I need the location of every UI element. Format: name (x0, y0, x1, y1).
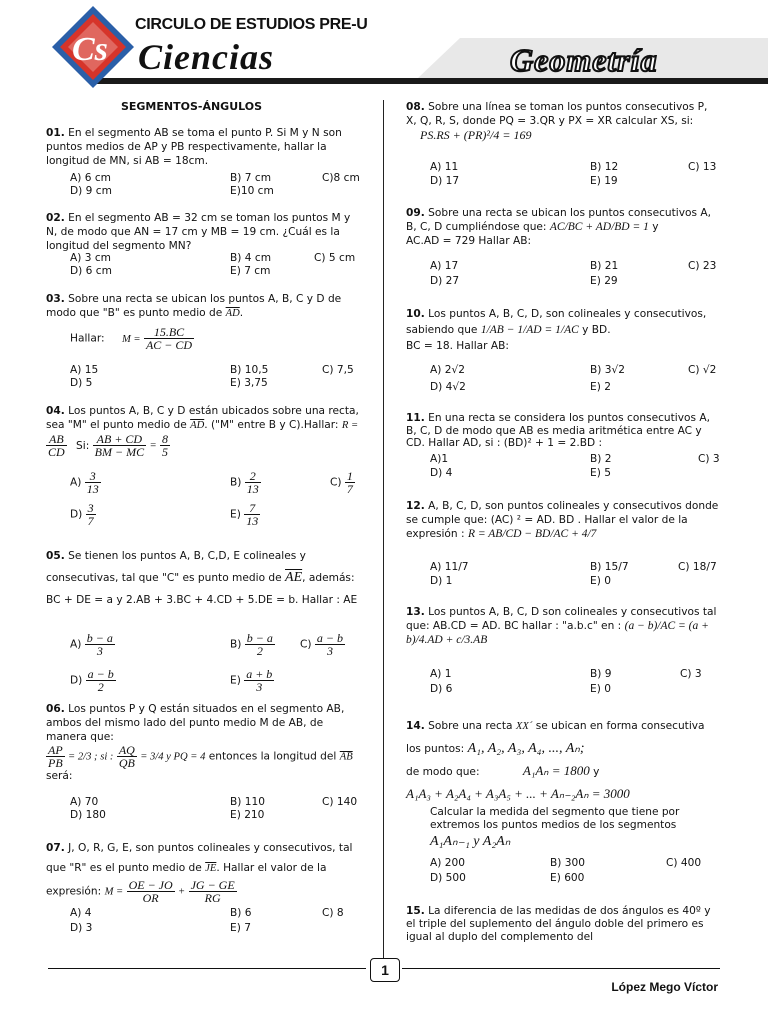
option-a[interactable]: A) $\frac{3}{13}$ (70, 469, 99, 496)
question-13 (406, 605, 720, 647)
option-e[interactable]: E) 0 (590, 683, 611, 695)
option-b[interactable]: B) $\frac{b - a}{2}$ (230, 631, 273, 658)
formula: 1/AB − 1/AD = 1/AC (480, 324, 579, 336)
option-a[interactable]: A) 3 cm (70, 252, 111, 264)
option-d[interactable]: D) 5 (70, 377, 93, 389)
option-e[interactable]: E) $\frac{a + b}{3}$ (230, 667, 273, 694)
option-a[interactable]: A) 17 (430, 260, 459, 272)
option-a[interactable]: A) 4 (70, 907, 92, 919)
option-d[interactable]: D) $\frac{a - b}{2}$ (70, 667, 114, 694)
option-c[interactable]: C) 18/7 (678, 561, 717, 573)
option-c[interactable]: C) 3 (698, 453, 720, 465)
option-e[interactable]: E) 7 (230, 922, 251, 934)
option-e[interactable]: E) 2 (590, 381, 611, 393)
option-d[interactable]: D) 17 (430, 175, 460, 187)
option-c[interactable]: C) $\frac{1}{7}$ (330, 469, 353, 496)
option-d[interactable]: D) 9 cm (70, 185, 112, 197)
option-c[interactable]: C)8 cm (322, 172, 360, 184)
option-e[interactable]: E) 210 (230, 809, 265, 821)
option-e[interactable]: E) 29 (590, 275, 618, 287)
question-14-cont: Calcular la medida del segmento que tiene por extremos los puntos medios de los segmentos A₁Aₙ₋₁ y A₂Aₙ (430, 806, 680, 849)
question-text: Sobre una recta se ubican los puntos A, B, C y D de modo que "B" es punto medio de (46, 293, 342, 319)
options-03 (70, 364, 370, 392)
question-text: En el segmento AB = 32 cm se toman los puntos M y N, de modo que AN = 17 cm y MB = 19 cm. ¿Cuál es la longitud del segmento MN? (46, 212, 351, 252)
question-11 (406, 412, 720, 450)
options-12 (430, 561, 730, 589)
option-b[interactable]: B) 21 (590, 260, 619, 272)
segment-label: $\overline{AD}$ (190, 420, 205, 431)
question-text: En el segmento AB se toma el punto P. Si M y N son puntos medios de AP y PB respectivamente, hallar la longitud de MN, si AB = 18cm. (46, 127, 342, 167)
option-d[interactable]: D) $\frac{3}{7}$ (70, 501, 94, 528)
option-a[interactable]: A)1 (430, 453, 449, 465)
question-text: Los puntos A, B, C, D, son colineales y consecutivos, sabiendo que (406, 308, 707, 336)
option-b[interactable]: B) $\frac{2}{13}$ (230, 469, 259, 496)
question-07: 07. J, O, R, G, E, son puntos colineales y consecutivos, tal que "R" es el punto medio de $\overline{JE}$. Hallar el valor de la expresión: M = $\frac{OE - JO}{OR}$ + $\frac{JG - GE}{RG}$ (46, 842, 353, 905)
options-10 (430, 364, 730, 394)
option-d[interactable]: D) 500 (430, 872, 466, 884)
question-text: Los puntos P y Q están situados en el segmento AB, ambos del mismo lado del punto medio M de AB, de manera que: (46, 703, 345, 743)
segment-label: $\overline{AE}$ (285, 570, 303, 585)
option-b[interactable]: B) 12 (590, 161, 619, 173)
option-a[interactable]: A) $\frac{b - a}{3}$ (70, 631, 113, 658)
option-d[interactable]: D) 6 (430, 683, 453, 695)
option-c[interactable]: C) 8 (322, 907, 344, 919)
options-05 (70, 632, 370, 702)
question-text: Los puntos A, B, C, D son colineales y consecutivos tal que: AB.CD = AD. BC hallar : "a.b.c" en : (406, 606, 717, 632)
option-c[interactable]: C) 7,5 (322, 364, 354, 376)
options-09 (430, 260, 730, 288)
option-a[interactable]: A) 200 (430, 857, 465, 869)
option-b[interactable]: B) 6 (230, 907, 252, 919)
options-14 (430, 857, 730, 885)
option-e[interactable]: E)10 cm (230, 185, 274, 197)
options-08 (430, 161, 730, 189)
formula: PS.RS + (PR)²/4 = 169 (420, 128, 532, 142)
brand-name: Ciencias (138, 37, 275, 77)
question-text: J, O, R, G, E, son puntos colineales y consecutivos, tal que "R" es el punto medio de (46, 842, 353, 874)
footer-rule-right (402, 968, 720, 969)
option-c[interactable]: C) $\frac{a - b}{3}$ (300, 631, 344, 658)
question-15 (406, 905, 720, 944)
option-e[interactable]: E) 0 (590, 575, 611, 587)
question-04: 04. Los puntos A, B, C y D están ubicados sobre una recta, sea "M" el punto medio de $\overline{AD}$. ("M" entre B y C).Hallar: R = $\frac{AB}{CD}$ Si: $\frac{AB + CD}{BM - MC}$ = $\frac{8}{5}$ (46, 405, 359, 459)
segment-label: $\overline{AD}$ (225, 308, 240, 319)
question-text: La diferencia de las medidas de dos ángulos es 40º y el triple del suplemento del ángulo doble del primero es igual al duplo del complemento del (406, 905, 711, 943)
formula: R = AB/CD − BD/AC + 4/7 (467, 528, 597, 540)
fraction: $\frac{15.BC}{AC - CD}$ (145, 325, 193, 352)
footer-rule-left (48, 968, 366, 969)
option-c[interactable]: C) 23 (688, 260, 717, 272)
option-a[interactable]: A) 11/7 (430, 561, 469, 573)
question-number: 11. (406, 412, 425, 424)
question-number: 01. (46, 127, 65, 139)
question-number: 02. (46, 212, 65, 224)
option-a[interactable]: A) 2√2 (430, 364, 465, 376)
question-number: 05. (46, 550, 65, 562)
question-number: 10. (406, 308, 425, 320)
option-a[interactable]: A) 1 (430, 668, 452, 680)
column-divider (383, 100, 384, 958)
question-06: 06. Los puntos P y Q están situados en el segmento AB, ambos del mismo lado del punto medio M de AB, de manera que: $\frac{AP}{PB}$ = 2/3 ; si : $\frac{AQ}{QB}$ = 3/4 y PQ = 4 entonces la longitud del $\overline{AB}$ será: (46, 703, 353, 782)
page-number: 1 (370, 958, 400, 982)
question-01 (46, 126, 360, 168)
option-c[interactable]: C) 400 (666, 857, 702, 869)
options-07 (70, 907, 370, 935)
option-a[interactable]: A) 6 cm (70, 172, 111, 184)
option-d[interactable]: D) 6 cm (70, 265, 112, 277)
option-c[interactable]: C) 140 (322, 796, 358, 808)
formula-03 (70, 326, 360, 351)
options-04 (70, 470, 370, 532)
option-d[interactable]: D) 4√2 (430, 381, 466, 393)
options-06 (70, 796, 370, 824)
question-text: Sobre una línea se toman los puntos consecutivos P, X, Q, R, S, donde PQ = 3.QR y PX = XR calcular XS, si: (406, 101, 708, 127)
question-14: 14. Sobre una recta XX´ se ubican en forma consecutiva los puntos: A₁, A₂, A₃, A₄, ..., Aₙ; de modo que: A₁Aₙ = 1800 y A₁A₃ + A₂A₄ + A₃A₅ + ... + Aₙ₋₂Aₙ = 3000 (406, 720, 705, 801)
option-c[interactable]: C) 3 (680, 668, 702, 680)
option-a[interactable]: A) 15 (70, 364, 99, 376)
formula-lhs: M = (121, 333, 141, 345)
question-text: Sobre una recta se ubican los puntos consecutivos A, B, C, D cumpliéndose que: (406, 207, 711, 233)
question-08 (406, 100, 720, 143)
option-b[interactable]: B) 9 (590, 668, 612, 680)
section-title: SEGMENTOS-ÁNGULOS (120, 100, 263, 113)
option-e[interactable]: E) 19 (590, 175, 618, 187)
option-b[interactable]: B) 10,5 (230, 364, 269, 376)
option-c[interactable]: C) 5 cm (314, 252, 356, 264)
option-d[interactable]: D) 1 (430, 575, 453, 587)
question-number: 09. (406, 207, 425, 219)
question-number: 06. (46, 703, 65, 715)
option-b[interactable]: B) 7 cm (230, 172, 272, 184)
question-number: 13. (406, 606, 425, 618)
question-number: 12. (406, 500, 425, 512)
question-text: Se tienen los puntos A, B, C,D, E colineales y consecutivas, tal que "C" es punto medio de (46, 550, 306, 584)
question-03: 03. Sobre una recta se ubican los puntos A, B, C y D de modo que "B" es punto medio de $\overline{AD}$. (46, 293, 342, 319)
question-number: 07. (46, 842, 65, 854)
option-d[interactable]: D) 3 (70, 922, 93, 934)
option-b[interactable]: B) 300 (550, 857, 585, 869)
question-number: 14. (406, 720, 425, 732)
question-09: 09. Sobre una recta se ubican los puntos consecutivos A, B, C, D cumpliéndose que: AC/BC + AD/BD = 1 y AC.AD = 729 Hallar AB: (406, 207, 711, 247)
question-text: A, B, C, D, son puntos colineales y consecutivos donde se cumple que: (AC) ² = AD. BD . Hallar el valor de la expresión : (406, 500, 719, 540)
option-b[interactable]: B) 3√2 (590, 364, 625, 376)
options-02 (70, 252, 370, 280)
question-number: 03. (46, 293, 65, 305)
option-e[interactable]: E) 600 (550, 872, 585, 884)
question-10: 10. Los puntos A, B, C, D, son colineales y consecutivos, sabiendo que 1/AB − 1/AD = 1/AC y BD. BC = 18. Hallar AB: (406, 308, 707, 352)
question-number: 04. (46, 405, 65, 417)
formula: (a − b)/AC = (a + b)/4.AD + c/3.AB (406, 620, 709, 646)
segment-label: $\overline{AB}$ (339, 751, 353, 763)
option-a[interactable]: A) 11 (430, 161, 459, 173)
question-number: 08. (406, 101, 425, 113)
options-13 (430, 668, 730, 696)
subject-title: Geometría (510, 42, 658, 78)
question-02 (46, 211, 360, 253)
question-12 (406, 499, 720, 541)
header-stripe (95, 78, 768, 84)
option-e[interactable]: E) 5 (590, 467, 611, 479)
logo-letters: Cs (72, 31, 108, 68)
option-d[interactable]: D) 4 (430, 467, 453, 479)
question-number: 15. (406, 905, 425, 917)
options-01 (70, 172, 370, 200)
option-c[interactable]: C) √2 (688, 364, 717, 376)
question-text: En una recta se considera los puntos consecutivos A, B, C, D de modo que AB es media aritmética entre AC y CD. Hallar AD, si : (BD)² + 1 = 2.BD : (406, 412, 710, 449)
option-e[interactable]: E) 7 cm (230, 265, 271, 277)
option-a[interactable]: A) 70 (70, 796, 99, 808)
question-text: Sobre una recta (428, 720, 513, 732)
option-d[interactable]: D) 27 (430, 275, 460, 287)
hallar-label: Hallar: (70, 332, 105, 345)
author-name: López Mego Víctor (611, 980, 718, 994)
option-c[interactable]: C) 13 (688, 161, 717, 173)
option-d[interactable]: D) 180 (70, 809, 106, 821)
option-e[interactable]: E) $\frac{7}{13}$ (230, 501, 259, 528)
option-e[interactable]: E) 3,75 (230, 377, 268, 389)
question-05: 05. Se tienen los puntos A, B, C,D, E colineales y consecutivas, tal que "C" es punto medio de $\overline{AE}$, además: BC + DE = a y 2.AB + 3.BC + 4.CD + 5.DE = b. Hallar : AE (46, 550, 358, 606)
option-b[interactable]: B) 15/7 (590, 561, 629, 573)
segment-label: $\overline{JE}$ (205, 863, 217, 874)
option-b[interactable]: B) 4 cm (230, 252, 272, 264)
option-b[interactable]: B) 110 (230, 796, 265, 808)
formula: AC/BC + AD/BD = 1 (549, 221, 649, 233)
logo (50, 4, 136, 90)
options-11 (430, 453, 730, 481)
org-name: CIRCULO DE ESTUDIOS PRE-U (135, 16, 368, 33)
option-b[interactable]: B) 2 (590, 453, 612, 465)
question-text: Los puntos A, B, C y D están ubicados sobre una recta, sea "M" el punto medio de (46, 405, 359, 431)
